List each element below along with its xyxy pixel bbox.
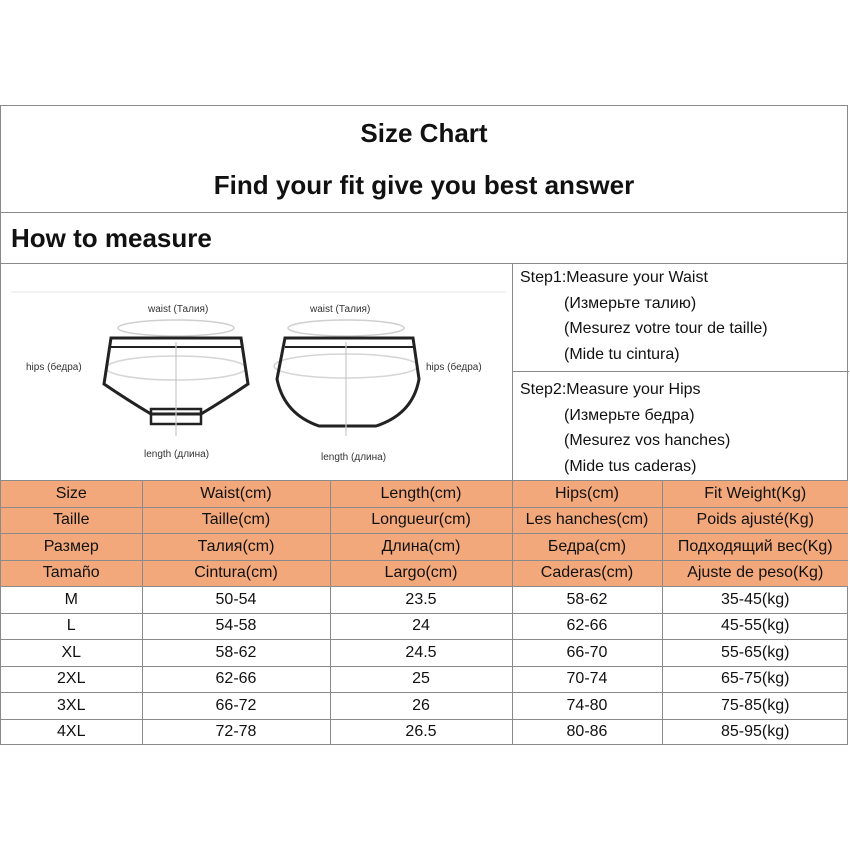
size-cell: XL xyxy=(1,640,142,667)
step-line: (Mesurez vos hanches) xyxy=(564,432,731,449)
size-chart xyxy=(0,105,848,745)
table-header-row xyxy=(1,560,848,587)
waist-cell: 72-78 xyxy=(142,719,330,745)
briefs-front-icon xyxy=(104,320,248,436)
header-cell: Waist(cm) xyxy=(142,481,330,508)
waist-label-back: waist (Талия) xyxy=(310,304,371,315)
table-row xyxy=(1,666,848,693)
header-cell: Poids ajusté(Kg) xyxy=(662,507,848,534)
step-waist xyxy=(513,264,849,372)
step-heading: Step2:Measure your Hips xyxy=(520,381,701,398)
title-block xyxy=(1,106,847,213)
section-heading: How to measure xyxy=(11,223,212,253)
table-row xyxy=(1,613,848,640)
size-cell: L xyxy=(1,613,142,640)
weight-cell: 85-95(kg) xyxy=(662,719,848,745)
header-cell: Size xyxy=(1,481,142,508)
hips-cell: 70-74 xyxy=(512,666,662,693)
briefs-back-icon xyxy=(274,320,419,436)
weight-cell: 35-45(kg) xyxy=(662,587,848,614)
weight-cell: 75-85(kg) xyxy=(662,693,848,720)
waist-label-front: waist (Талия) xyxy=(148,304,209,315)
page-title: Size Chart xyxy=(360,118,488,148)
hips-label-front: hips (бедра) xyxy=(26,362,82,373)
header-cell: Размер xyxy=(1,534,142,561)
step-line: (Измерьте бедра) xyxy=(564,406,695,424)
header-cell: Бедра(cm) xyxy=(512,534,662,561)
hips-cell: 80-86 xyxy=(512,719,662,745)
length-cell: 25 xyxy=(330,666,512,693)
header-cell: Талия(cm) xyxy=(142,534,330,561)
size-table xyxy=(1,480,848,745)
size-cell: 4XL xyxy=(1,719,142,745)
header-cell: Fit Weight(Kg) xyxy=(662,481,848,508)
step-line: (Mesurez votre tour de taille) xyxy=(564,320,768,337)
header-cell: Taille(cm) xyxy=(142,507,330,534)
waist-cell: 62-66 xyxy=(142,666,330,693)
table-row xyxy=(1,693,848,720)
table-header-row xyxy=(1,507,848,534)
step-heading: Step1:Measure your Waist xyxy=(520,269,708,286)
hips-cell: 74-80 xyxy=(512,693,662,720)
section-heading-bar xyxy=(1,213,847,264)
length-label-front: length (длина) xyxy=(144,449,210,460)
header-cell: Taille xyxy=(1,507,142,534)
step-line: (Mide tu cintura) xyxy=(564,345,680,363)
header-cell: Ajuste de peso(Kg) xyxy=(662,560,848,587)
step-line: (Mide tus caderas) xyxy=(564,457,697,475)
hips-cell: 58-62 xyxy=(512,587,662,614)
measurement-steps xyxy=(513,264,849,480)
waist-cell: 58-62 xyxy=(142,640,330,667)
length-cell: 24.5 xyxy=(330,640,512,667)
size-cell: M xyxy=(1,587,142,614)
weight-cell: 65-75(kg) xyxy=(662,666,848,693)
header-cell: Длина(cm) xyxy=(330,534,512,561)
measurement-illustration xyxy=(1,264,513,480)
weight-cell: 45-55(kg) xyxy=(662,613,848,640)
header-cell: Length(cm) xyxy=(330,481,512,508)
table-header-row xyxy=(1,481,848,508)
length-cell: 23.5 xyxy=(330,587,512,614)
header-cell: Hips(cm) xyxy=(512,481,662,508)
length-cell: 24 xyxy=(330,613,512,640)
table-header-row xyxy=(1,534,848,561)
hips-cell: 66-70 xyxy=(512,640,662,667)
size-cell: 3XL xyxy=(1,693,142,720)
table-row xyxy=(1,640,848,667)
briefs-diagram-icon xyxy=(1,264,511,480)
waist-cell: 50-54 xyxy=(142,587,330,614)
header-cell: Les hanches(cm) xyxy=(512,507,662,534)
header-cell: Tamaño xyxy=(1,560,142,587)
weight-cell: 55-65(kg) xyxy=(662,640,848,667)
waist-cell: 54-58 xyxy=(142,613,330,640)
waist-cell: 66-72 xyxy=(142,693,330,720)
length-cell: 26 xyxy=(330,693,512,720)
step-hips xyxy=(513,372,849,480)
table-row xyxy=(1,587,848,614)
hips-label-back: hips (бедра) xyxy=(426,362,482,373)
table-row xyxy=(1,719,848,745)
size-cell: 2XL xyxy=(1,666,142,693)
header-cell: Largo(cm) xyxy=(330,560,512,587)
header-cell: Подходящий вес(Kg) xyxy=(662,534,848,561)
length-cell: 26.5 xyxy=(330,719,512,745)
step-line: (Измерьте талию) xyxy=(564,294,697,312)
header-cell: Longueur(cm) xyxy=(330,507,512,534)
hips-cell: 62-66 xyxy=(512,613,662,640)
header-cell: Cintura(cm) xyxy=(142,560,330,587)
length-label-back: length (длина) xyxy=(321,452,387,463)
header-cell: Caderas(cm) xyxy=(512,560,662,587)
page-subtitle: Find your fit give you best answer xyxy=(213,170,635,200)
